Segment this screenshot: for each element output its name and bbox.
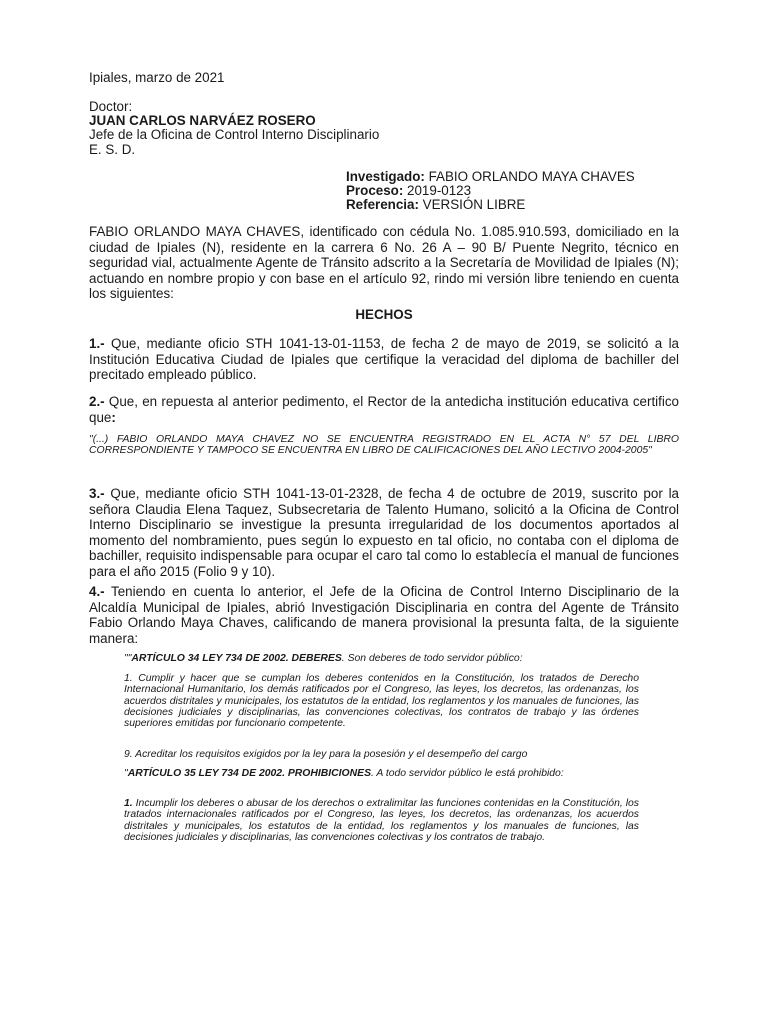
fact-number: 1.-	[89, 336, 105, 351]
investigado-label: Investigado:	[346, 169, 425, 184]
duty-9: 9. Acreditar los requisitos exigidos por la ley para la posesión y el desempeño del cargo	[124, 749, 528, 760]
fact-number: 3.-	[89, 486, 105, 501]
certificate-quote: "(...) FABIO ORLANDO MAYA CHAVEZ NO SE ENCUENTRA REGISTRADO EN EL ACTA N° 57 DEL LIBRO CORRESPONDIENTE Y TAMPOCO SE ENCUENTRA EN LIBRO DE CALIFICACIONES DEL AÑO LECTIVO 2004-2005"	[89, 434, 679, 457]
fact-suffix: :	[111, 409, 116, 425]
fact-1	[89, 336, 679, 383]
fact-text: Que, mediante oficio STH 1041-13-01-2328, de fecha 4 de octubre de 2019, suscrito por la señora Claudia Elena Taquez, Subsecretaria de Talento Humano, solicitó a la Oficina de Control Interno Disciplinario se investigue la presunta irregularidad de los documentos aportados al momento del nombramiento, pues según lo expuesto en tal oficio, no contaba con el diploma de bachiller, requisito indispensable para ocupar el caro tal como lo establecía el manual de funciones para el año 2015 (Folio 9 y 10).	[89, 486, 679, 579]
intro-text: FABIO ORLANDO MAYA CHAVES, identificado con cédula No. 1.085.910.593, domiciliado en la ciudad de Ipiales (N), residente en la carrera 6 No. 26 A – 90 B/ Puente Negrito, técnico en seguridad vial, actualmente Agente de Tránsito adscrito a la Secretaría de Movilidad de Ipiales (N); actuando en nombre propio y con base en el artículo 92, rindo mi versión libre teniendo en cuenta los siguientes:	[89, 224, 679, 301]
salutation: Doctor:	[89, 99, 133, 114]
article-35-heading: "ARTÍCULO 35 LEY 734 DE 2002. PROHIBICIONES. A todo servidor público le está prohibido:	[124, 768, 564, 779]
investigado-value: FABIO ORLANDO MAYA CHAVES	[424, 169, 635, 184]
proceso-label: Proceso:	[346, 183, 404, 198]
article-35-title: ARTÍCULO 35 LEY 734 DE 2002. PROHIBICIONES	[127, 768, 371, 779]
article-34-heading: ""ARTÍCULO 34 LEY 734 DE 2002. DEBERES. Son deberes de todo servidor público:	[124, 653, 523, 664]
fact-number: 2.-	[89, 394, 105, 409]
proceso-value: 2019-0123	[403, 183, 472, 198]
intro-paragraph	[89, 224, 679, 302]
duty-1: 1. Cumplir y hacer que se cumplan los deberes contenidos en la Constitución, los tratados de Derecho Internacional Humanitario, los demás ratificados por el Congreso, las leyes, los decretos, las ordenanzas, los acuerdos distritales y municipales, los estatutos de la entidad, los reglamentos y los manuales de funciones, las decisiones judiciales y disciplinarias, las convenciones colectivas, los contratos de trabajo y las órdenes superiores emitidas por funcionario competente.	[124, 673, 639, 730]
prohibition-1	[124, 798, 639, 843]
place-date: Ipiales, marzo de 2021	[89, 70, 225, 85]
fact-3	[89, 486, 679, 579]
recipient-position: Jefe de la Oficina de Control Interno Disciplinario	[89, 127, 380, 142]
referencia-label: Referencia:	[346, 197, 419, 212]
fact-text: Que, en repuesta al anterior pedimento, el Rector de la antedicha institución educativa certifico que	[89, 394, 679, 425]
fact-text: Teniendo en cuenta lo anterior, el Jefe de la Oficina de Control Interno Disciplinario de la Alcaldía Municipal de Ipiales, abrió Investigación Disciplinaria en contra del Agente de Tránsito Fabio Orlando Maya Chaves, calificando de manera provisional la presunta falta, de la siguiente manera:	[89, 584, 679, 646]
fact-text: Que, mediante oficio STH 1041-13-01-1153, de fecha 2 de mayo de 2019, se solicitó a la Institución Educativa Ciudad de Ipiales que certifique la veracidad del diploma de bachiller del precitado empleado público.	[89, 336, 679, 382]
fact-2	[89, 394, 679, 425]
referencia-value: VERSIÓN LIBRE	[418, 197, 526, 212]
fact-number: 4.-	[89, 584, 105, 599]
fact-4	[89, 584, 679, 646]
esd-line: E. S. D.	[89, 142, 136, 157]
article-34-title: ARTÍCULO 34 LEY 734 DE 2002. DEBERES	[131, 653, 342, 664]
prohibition-number: 1.	[124, 798, 133, 809]
section-title: HECHOS	[355, 307, 413, 322]
recipient-name: JUAN CARLOS NARVÁEZ ROSERO	[89, 113, 316, 128]
prohibition-text: Incumplir los deberes o abusar de los derechos o extralimitar las funciones contenidas en la Constitución, los tratados internacionales ratificados por el Congreso, las leyes, los decretos, las ordenanzas, los acuerdos distritales y municipales, los estatutos de la entidad, los reglamentos y los manuales de funciones, las decisiones judiciales y disciplinarias, las convenciones colectivas y los contratos de trabajo.	[124, 798, 639, 843]
reference-referencia	[346, 197, 525, 213]
